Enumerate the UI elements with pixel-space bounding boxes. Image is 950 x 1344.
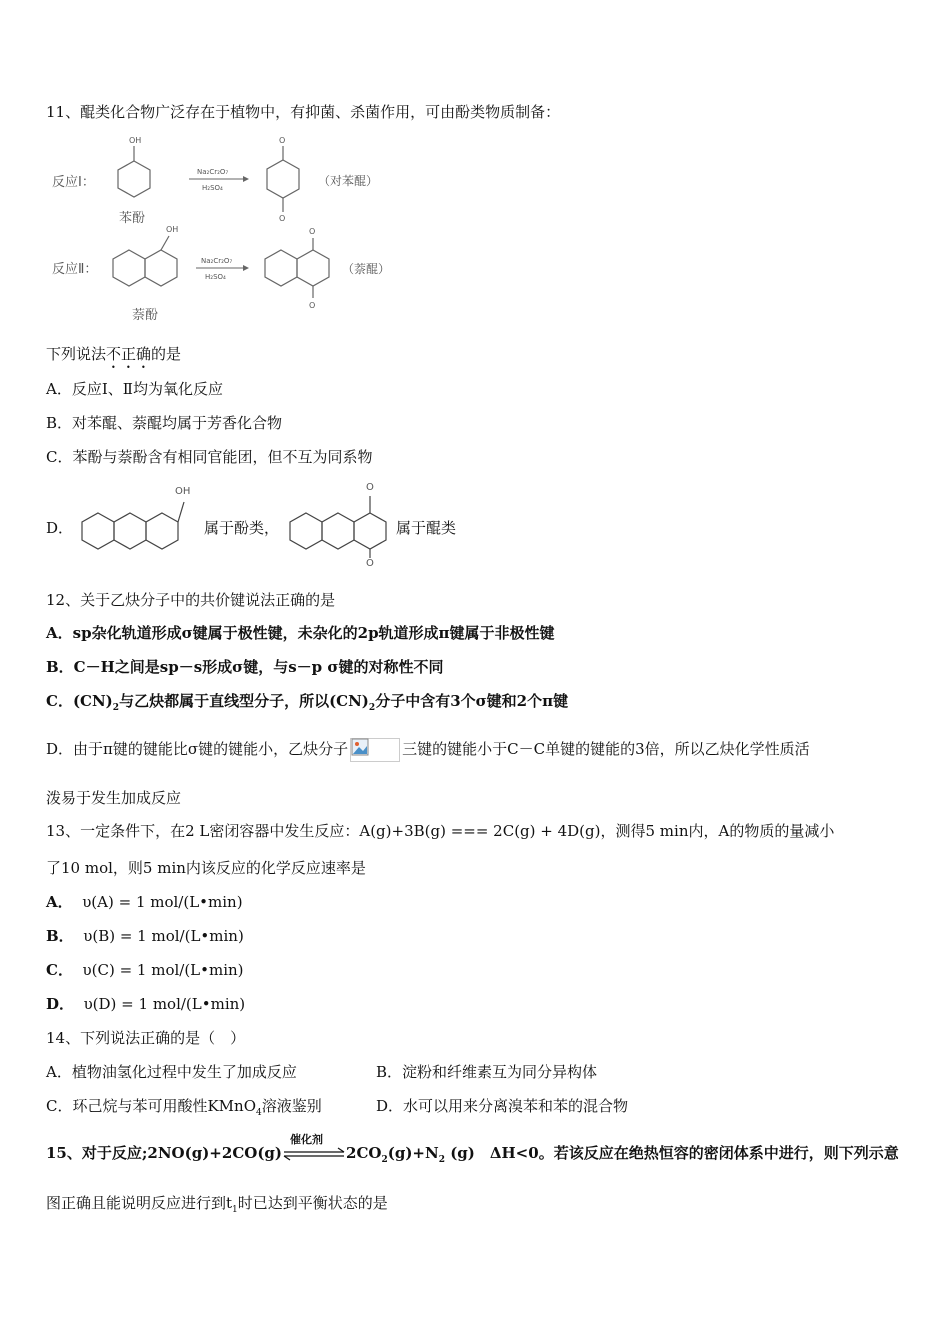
q13-a-label: A． bbox=[46, 893, 73, 911]
q12-c-sub2: 2 bbox=[368, 703, 376, 713]
benzoquinone-structure bbox=[267, 146, 299, 212]
q14-c-post: 溶液鉴别 bbox=[261, 1097, 322, 1115]
q11-reaction-figure bbox=[46, 128, 396, 328]
q12-option-c bbox=[46, 691, 568, 718]
reaction-1-arrow bbox=[189, 176, 249, 182]
q12-d-pre: D．由于π键的键能比σ键的键能小，乙炔分子 bbox=[46, 740, 349, 758]
q12-option-b: B．C－H之间是sp－s形成σ键，与s－p σ键的对称性不同 bbox=[46, 658, 444, 676]
q13-d-label: D． bbox=[46, 995, 75, 1013]
q14-c-pre: C．环己烷与苯可用酸性KMnO bbox=[46, 1097, 257, 1115]
reaction-2-reagent-top: Na₂Cr₂O₇ bbox=[201, 257, 233, 265]
q11-option-d-mid: 属于酚类， bbox=[204, 519, 280, 537]
q11-ask bbox=[46, 344, 181, 372]
reaction-1-reagent-bottom: H₂SO₄ bbox=[202, 184, 223, 192]
q13-option-a bbox=[46, 892, 243, 912]
reaction-1-label: 反应Ⅰ： bbox=[52, 175, 95, 190]
q13-a-text: υ(A) = 1 mol/(L•min) bbox=[82, 893, 243, 911]
q11-option-d-label: D． bbox=[46, 519, 74, 537]
naphthol-oh: OH bbox=[166, 225, 179, 234]
q14-row-1 bbox=[46, 1062, 598, 1082]
q12-d-post: 三键的键能小于C－C单键的键能的3倍，所以乙炔化学性质活 bbox=[402, 740, 810, 758]
q15-line2-sub: 1 bbox=[232, 1205, 238, 1215]
q15-product-co2: 2CO bbox=[346, 1144, 382, 1162]
q14-option-c bbox=[46, 1097, 322, 1118]
anthrol-oh: OH bbox=[175, 486, 191, 497]
reaction-1-reagent-top: Na₂Cr₂O₇ bbox=[197, 168, 229, 176]
anthraquinone-o-bottom: O bbox=[366, 558, 374, 566]
q13-stem-line1: 13、一定条件下，在2 L密闭容器中发生反应：A(g)+3B(g) === 2C(g) + 4D(g)，测得5 min内，A的物质的量减小 bbox=[46, 822, 835, 840]
reaction-2-label: 反应Ⅱ： bbox=[52, 262, 98, 277]
q15-product-n2: (g)+N bbox=[387, 1144, 439, 1162]
q14-stem: 14、下列说法正确的是（ ） bbox=[46, 1029, 246, 1047]
naphthoquinone-name: （萘醌） bbox=[342, 262, 391, 276]
q11-option-d-end: 属于醌类 bbox=[396, 519, 457, 537]
q11-option-c: C．苯酚与萘酚含有相同官能团，但不互为同系物 bbox=[46, 448, 373, 466]
equilibrium-arrow bbox=[282, 1133, 346, 1164]
q11-ask-post: 的是 bbox=[151, 345, 182, 363]
phenol-name: 苯酚 bbox=[119, 211, 146, 226]
q12-option-d bbox=[46, 738, 810, 762]
naphthoquinone-o-top: O bbox=[309, 227, 316, 236]
q15-line1 bbox=[46, 1133, 899, 1170]
reaction-2-arrow bbox=[196, 265, 249, 271]
phenol-structure bbox=[118, 146, 150, 197]
q12-option-d-continued: 泼易于发生加成反应 bbox=[46, 789, 182, 807]
q13-option-b bbox=[46, 926, 244, 946]
q11-option-b: B．对苯醌、萘醌均属于芳香化合物 bbox=[46, 414, 283, 432]
q13-b-label: B． bbox=[46, 927, 74, 945]
q13-b-text: υ(B) = 1 mol/(L•min) bbox=[83, 927, 244, 945]
naphthol-structure bbox=[113, 236, 177, 286]
naphthoquinone-structure bbox=[265, 238, 329, 298]
naphthoquinone-o-bottom: O bbox=[309, 301, 316, 310]
q12-c-pre: C．(CN) bbox=[46, 692, 113, 710]
broken-image-icon bbox=[350, 738, 400, 762]
q14-option-b: B．淀粉和纤维素互为同分异构体 bbox=[376, 1063, 598, 1081]
benzoquinone-o-top: O bbox=[279, 136, 286, 145]
benzoquinone-name: （对苯醌） bbox=[318, 174, 379, 188]
q15-sub2: 2 bbox=[438, 1155, 445, 1165]
phenol-oh: OH bbox=[129, 136, 142, 145]
q12-c-mid: 与乙炔都属于直线型分子，所以(CN) bbox=[119, 692, 369, 710]
q11-stem: 11、醌类化合物广泛存在于植物中，有抑菌、杀菌作用，可由酚类物质制备： bbox=[46, 103, 561, 121]
q13-c-label: C． bbox=[46, 961, 73, 979]
q15-pre: 15、对于反应;2NO(g)+2CO(g) bbox=[46, 1144, 283, 1162]
q15-line2-pre: 图正确且能说明反应进行到t bbox=[46, 1194, 233, 1212]
q13-d-text: υ(D) = 1 mol/(L•min) bbox=[83, 995, 246, 1013]
q14-option-d: D．水可以用来分离溴苯和苯的混合物 bbox=[376, 1097, 629, 1115]
q11-option-a: A．反应Ⅰ、Ⅱ均为氧化反应 bbox=[46, 380, 223, 398]
q11-ask-pre: 下列说法 bbox=[46, 345, 107, 363]
anthraquinone-structure bbox=[286, 478, 396, 566]
q14-option-a: A．植物油氢化过程中发生了加成反应 bbox=[46, 1063, 297, 1081]
q11-ask-emphasis: 不正确 bbox=[106, 345, 152, 363]
q14-c-sub: 4 bbox=[256, 1108, 262, 1118]
q12-stem: 12、关于乙炔分子中的共价键说法正确的是 bbox=[46, 591, 336, 609]
q15-line2-post: 时已达到平衡状态的是 bbox=[237, 1194, 388, 1212]
benzoquinone-o-bottom: O bbox=[279, 214, 286, 223]
q13-option-d bbox=[46, 994, 245, 1014]
q14-row-2 bbox=[46, 1096, 629, 1123]
q13-option-c bbox=[46, 960, 244, 980]
q13-c-text: υ(C) = 1 mol/(L•min) bbox=[82, 961, 244, 979]
q12-option-a: A．sp杂化轨道形成σ键属于极性键，未杂化的2p轨道形成π键属于非极性键 bbox=[46, 624, 555, 642]
q12-c-sub1: 2 bbox=[112, 703, 120, 713]
q15-sub1: 2 bbox=[381, 1155, 388, 1165]
anthraquinone-o-top: O bbox=[366, 482, 374, 493]
reaction-2-reagent-bottom: H₂SO₄ bbox=[205, 273, 226, 281]
q15-line2 bbox=[46, 1193, 388, 1220]
catalyst-label: 催化剂 bbox=[290, 1133, 324, 1146]
anthrol-structure bbox=[74, 480, 206, 562]
q15-post: (g) ΔH<0。若该反应在绝热恒容的密闭体系中进行，则下列示意 bbox=[444, 1144, 899, 1162]
q13-stem-line2: 了10 mol，则5 min内该反应的化学反应速率是 bbox=[46, 859, 366, 877]
naphthol-name: 萘酚 bbox=[132, 308, 159, 323]
q12-c-post: 分子中含有3个σ键和2个π键 bbox=[375, 692, 569, 710]
